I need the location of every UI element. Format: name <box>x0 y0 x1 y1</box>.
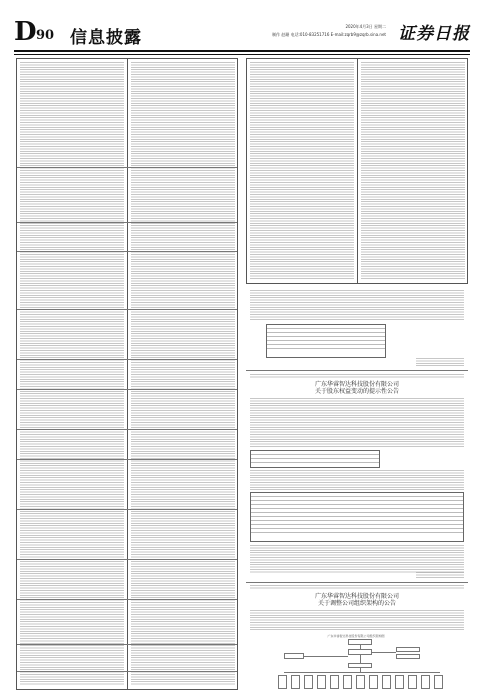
org-node <box>396 654 420 659</box>
date-line: 2020年4月3日 星期二 <box>345 24 386 29</box>
org-dept <box>434 675 443 689</box>
org-chart <box>276 639 446 690</box>
org-connector <box>304 656 348 657</box>
table-row-divider <box>17 167 237 168</box>
org-dept <box>408 675 417 689</box>
table-row-divider <box>17 359 237 360</box>
org-dept <box>330 675 339 689</box>
org-dept <box>317 675 326 689</box>
page-letter: D <box>14 17 37 47</box>
masthead <box>14 18 470 48</box>
page-number: 90 <box>36 28 55 43</box>
notice-1-body <box>250 545 464 573</box>
org-dept <box>304 675 313 689</box>
notice-divider <box>246 582 468 583</box>
org-connector <box>284 672 440 673</box>
notice-divider <box>246 370 468 371</box>
notice-2-title: 关于调整公司组织架构的公告 <box>317 600 396 607</box>
table-row-divider <box>17 599 237 600</box>
org-dept <box>356 675 365 689</box>
body-text <box>250 290 464 320</box>
text-block <box>20 62 124 686</box>
notice-2-header <box>246 593 468 607</box>
org-connector <box>360 655 361 663</box>
table-row-divider <box>17 222 237 223</box>
org-node <box>396 647 420 652</box>
org-dept <box>382 675 391 689</box>
notice-1-body <box>250 398 464 448</box>
notice-1-body <box>250 470 464 490</box>
section-title: 信息披露 <box>70 28 142 48</box>
org-dept <box>369 675 378 689</box>
notice-1-title: 关于股东权益变动的提示性公告 <box>314 388 399 395</box>
table-row-divider <box>17 559 237 560</box>
org-dept <box>278 675 287 689</box>
org-dept <box>421 675 430 689</box>
org-dept <box>395 675 404 689</box>
table-row-divider <box>17 309 237 310</box>
table-row-divider <box>17 509 237 510</box>
left-column-announcement <box>16 58 238 690</box>
table-row-divider <box>17 671 237 672</box>
text-block <box>131 62 235 686</box>
notice-1-company: 广东华睿智达科技股份有限公司 <box>314 381 399 388</box>
org-node <box>284 653 304 659</box>
masthead-rule-thin <box>14 54 470 55</box>
shareholding-table <box>266 324 386 358</box>
notice-1-header <box>246 381 468 395</box>
holding-detail-table <box>250 492 464 542</box>
notice-meta <box>250 374 464 378</box>
signature-text <box>416 358 464 366</box>
table-row-divider <box>17 429 237 430</box>
table-row-divider <box>17 459 237 460</box>
org-connector <box>372 652 396 653</box>
notice-meta <box>250 585 464 589</box>
text-block <box>361 62 465 280</box>
column-divider <box>357 59 358 283</box>
right-column <box>246 58 468 690</box>
masthead-rule <box>14 50 470 52</box>
table-row-divider <box>17 389 237 390</box>
notice-2-body <box>250 610 464 630</box>
org-dept <box>291 675 300 689</box>
org-chart-caption: 广东华睿智达科技股份有限公司组织架构图 <box>327 634 385 638</box>
signature-text <box>416 572 464 578</box>
column-divider <box>127 59 128 689</box>
org-dept <box>343 675 352 689</box>
equity-change-table <box>250 450 380 468</box>
top-announcement-box <box>246 58 468 284</box>
contact-line: 制作 赵珊 电话:010-83251716 E-mail:zqrb9@zqrb.sina.net <box>272 32 386 37</box>
table-row-divider <box>17 644 237 645</box>
table-row-divider <box>17 251 237 252</box>
newspaper-logo: 证券日报 <box>398 24 470 44</box>
text-block <box>250 62 354 280</box>
notice-2-company: 广东华睿智达科技股份有限公司 <box>314 593 399 600</box>
